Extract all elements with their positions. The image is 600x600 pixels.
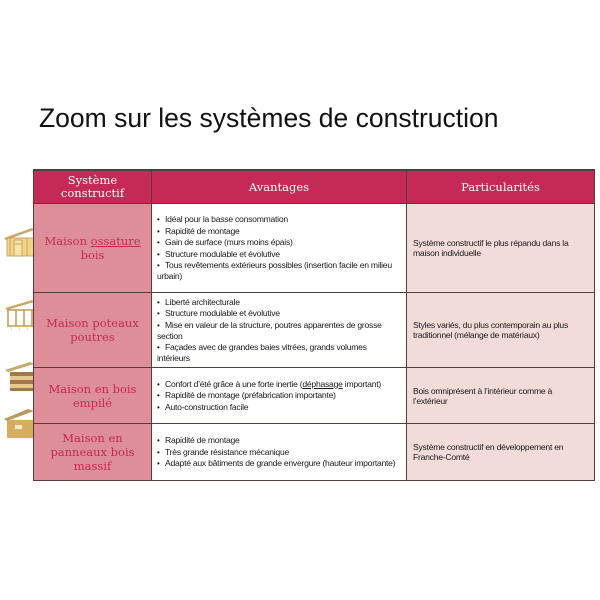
table-row bbox=[34, 424, 595, 481]
list-item bbox=[157, 447, 401, 458]
header-advantages: Avantages bbox=[152, 170, 407, 204]
bullet-icon: • bbox=[157, 459, 160, 469]
solid-panel-house-icon bbox=[2, 406, 36, 440]
advantages-list bbox=[157, 214, 401, 281]
bullet-icon: • bbox=[157, 402, 160, 412]
dephasage-link[interactable]: déphasage bbox=[302, 378, 343, 389]
bullet-icon: • bbox=[157, 260, 160, 270]
list-item bbox=[157, 297, 401, 308]
system-name-cell bbox=[34, 424, 152, 481]
bullet-icon: • bbox=[157, 342, 160, 352]
advantage-text: Façades avec de grandes baies vitrées, grands volumes intérieurs bbox=[157, 341, 367, 364]
advantages-cell bbox=[152, 204, 407, 293]
bullet-icon: • bbox=[157, 391, 160, 401]
bullet-icon: • bbox=[157, 298, 160, 307]
timber-frame-house-icon bbox=[2, 224, 36, 258]
advantage-text: Gain de surface (murs moins épais) bbox=[165, 237, 293, 248]
system-name-part: empilé bbox=[72, 395, 113, 410]
list-item bbox=[157, 458, 401, 469]
system-name-part: Maison poteaux bbox=[46, 316, 139, 331]
system-name-part: poutres bbox=[70, 330, 115, 345]
system-name-part: Maison en bois bbox=[48, 381, 137, 396]
advantages-cell bbox=[152, 368, 407, 424]
list-item bbox=[157, 435, 401, 446]
advantage-text: Mise en valeur de la structure, poutres apparentes de grosse section bbox=[157, 319, 382, 342]
bullet-icon: • bbox=[157, 309, 160, 319]
list-item bbox=[157, 390, 401, 401]
table-row bbox=[34, 368, 595, 424]
advantage-text: Auto-construction facile bbox=[165, 401, 249, 412]
advantage-text: Structure modulable et évolutive bbox=[165, 308, 280, 319]
system-name-part: massif bbox=[73, 459, 112, 474]
header-system-line1: Système bbox=[67, 173, 118, 187]
system-name-link[interactable]: ossature bbox=[90, 234, 141, 248]
list-item bbox=[157, 260, 401, 282]
particularities-cell: Système constructif le plus répandu dans la maison individuelle bbox=[407, 204, 595, 293]
system-name-cell bbox=[34, 293, 152, 368]
advantages-cell bbox=[152, 424, 407, 481]
advantage-text: Rapidité de montage bbox=[165, 225, 240, 236]
system-name-part: Maison bbox=[44, 234, 91, 248]
advantage-text: Rapidité de montage (préfabrication importante) bbox=[165, 390, 336, 401]
list-item bbox=[157, 342, 401, 364]
particularities-cell: Styles variés, du plus contemporain au plus traditionnel (mélange de matériaux) bbox=[407, 293, 595, 368]
list-item bbox=[157, 320, 401, 342]
advantages-list bbox=[157, 297, 401, 363]
slide-title: Zoom sur les systèmes de construction bbox=[39, 103, 499, 133]
advantage-text: important) bbox=[342, 378, 381, 389]
list-item bbox=[157, 402, 401, 413]
list-item bbox=[157, 237, 401, 248]
bullet-icon: • bbox=[157, 249, 160, 259]
advantages-list bbox=[157, 379, 401, 413]
list-item bbox=[157, 214, 401, 225]
list-item bbox=[157, 249, 401, 260]
bullet-icon: • bbox=[157, 226, 160, 236]
log-house-icon bbox=[2, 358, 36, 392]
header-system-line2: constructif bbox=[60, 186, 125, 200]
advantage-text: Adapté aux bâtiments de grande envergure (hauteur importante) bbox=[165, 458, 396, 469]
header-particularities: Particularités bbox=[407, 170, 595, 204]
table-row bbox=[34, 204, 595, 293]
advantage-text: Confort d’été grâce à une forte inertie ( bbox=[165, 378, 303, 389]
bullet-icon: • bbox=[157, 379, 160, 389]
particularities-cell: Système constructif en développement en Franche-Comté bbox=[407, 424, 595, 481]
bullet-icon: • bbox=[157, 215, 160, 225]
list-item bbox=[157, 226, 401, 237]
bullet-icon: • bbox=[157, 238, 160, 248]
particularities-cell: Bois omniprésent à l’intérieur comme à l’extérieur bbox=[407, 368, 595, 424]
bullet-icon: • bbox=[157, 447, 160, 457]
advantage-text: Liberté architecturale bbox=[165, 297, 240, 307]
advantage-text: Idéal pour la basse consommation bbox=[165, 214, 288, 225]
bullet-icon: • bbox=[157, 320, 160, 330]
system-name-cell bbox=[34, 204, 152, 293]
system-name-part: bois bbox=[80, 248, 105, 262]
post-beam-house-icon bbox=[2, 298, 36, 332]
advantage-text: Structure modulable et évolutive bbox=[165, 248, 280, 259]
system-name-cell bbox=[34, 368, 152, 424]
system-name-part: Maison en bbox=[62, 431, 123, 446]
list-item bbox=[157, 308, 401, 319]
advantages-cell bbox=[152, 293, 407, 368]
construction-systems-table bbox=[33, 169, 595, 481]
table-row bbox=[34, 293, 595, 368]
list-item bbox=[157, 379, 401, 390]
bullet-icon: • bbox=[157, 436, 160, 446]
advantage-text: Très grande résistance mécanique bbox=[165, 446, 289, 457]
header-system bbox=[34, 170, 152, 204]
advantages-list bbox=[157, 435, 401, 469]
system-name-part: panneaux bois bbox=[50, 445, 135, 460]
advantage-text: Rapidité de montage bbox=[165, 435, 240, 446]
table-header-row bbox=[34, 170, 595, 204]
advantage-text: Tous revêtements extérieurs possibles (insertion facile en milieu urbain) bbox=[157, 259, 392, 282]
